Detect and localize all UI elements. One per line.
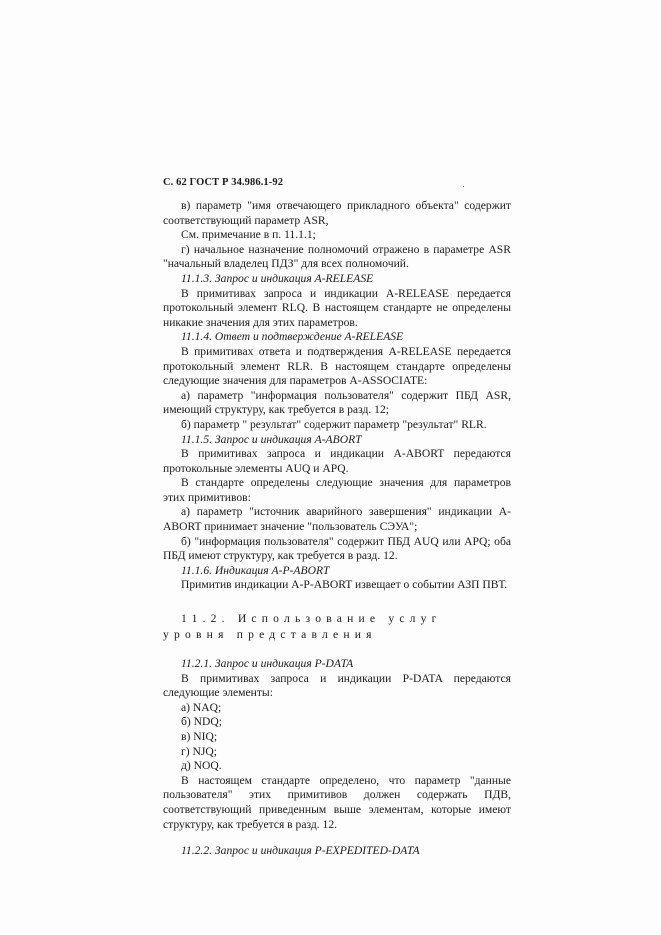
paragraph: в) параметр "имя отвечающего прикладного объекта" содержит соответствующий параметр ASR, bbox=[163, 199, 511, 227]
paragraph: В примитивах запроса и индикации P-DATA передаются следующие элементы: bbox=[163, 671, 511, 700]
paragraph: В примитивах запроса и индикации A-RELEASE передается протокольный элемент RLQ. В настоящем стандарте не определены никакие значения для этих параметров. bbox=[163, 286, 511, 329]
list-item: д) NOQ. bbox=[181, 759, 222, 773]
paragraph: Примитив индикации A-P-ABORT извещает о событии АЗП ПВТ. bbox=[181, 578, 508, 592]
paragraph: См. примечание в п. 11.1.1; bbox=[181, 228, 316, 242]
paragraph: В стандарте определены следующие значения для параметров этих примитивов: bbox=[163, 476, 511, 504]
paragraph: В настоящем стандарте определено, что параметр "данные пользователя" этих примитивов должен содержать ПДВ, соответствующий приведенным выше элементам, которые имеют структуру, как требуется в разд. 12. bbox=[163, 773, 511, 831]
list-item: в) NIQ; bbox=[181, 730, 218, 743]
paragraph: В примитивах ответа и подтверждения A-RELEASE передается протокольный элемент RLR. В настоящем стандарте определены следующие значения для параметров A-ASSOCIATE: bbox=[163, 344, 511, 388]
paragraph: а) параметр "источник аварийного завершения" индикации A-ABORT принимает значение "пользователь СЭУА"; bbox=[163, 505, 511, 534]
list-item: б) NDQ; bbox=[181, 715, 222, 729]
subsection-heading-11-1-4: 11.1.4. Ответ и подтверждение A-RELEASE bbox=[181, 330, 404, 344]
paragraph: б) параметр " результат" содержит параметр "результат" RLR. bbox=[181, 417, 487, 431]
list-item: а) NAQ; bbox=[181, 700, 222, 714]
subsection-heading-11-2-2: 11.2.2. Запрос и индикация P-EXPEDITED-DATA bbox=[181, 844, 420, 858]
subsection-heading-11-1-6: 11.1.6. Индикация A-P-ABORT bbox=[181, 563, 330, 577]
section-heading-11-2: 11.2. Использование услуг уровня представления bbox=[163, 612, 442, 642]
paragraph: б) "информация пользователя" содержит ПБД AUQ или APQ; оба ПБД имеют структуру, как требуется в разд. 12. bbox=[163, 534, 511, 563]
page-header: С. 62 ГОСТ Р 34.986.1-92 bbox=[163, 177, 284, 188]
scan-speck bbox=[463, 186, 464, 187]
subsection-heading-11-1-5: 11.1.5. Запрос и индикация A-ABORT bbox=[181, 432, 362, 446]
subsection-heading-11-2-1: 11.2.1. Запрос и индикация P-DATA bbox=[181, 657, 354, 671]
subsection-heading-11-1-3: 11.1.3. Запрос и индикация A-RELEASE bbox=[181, 271, 374, 285]
list-item: г) NJQ; bbox=[181, 744, 217, 758]
paragraph: В примитивах запроса и индикации A-ABORT передаются протокольные элементы AUQ и APQ. bbox=[163, 447, 511, 475]
page-body bbox=[163, 199, 511, 859]
paragraph: г) начальное назначение полномочий отражено в параметре ASR "начальный владелец ПДЗ" для всех полномочий. bbox=[163, 242, 511, 271]
paragraph: а) параметр "информация пользователя" содержит ПБД ASR, имеющий структуру, как требуется в разд. 12; bbox=[163, 388, 511, 417]
